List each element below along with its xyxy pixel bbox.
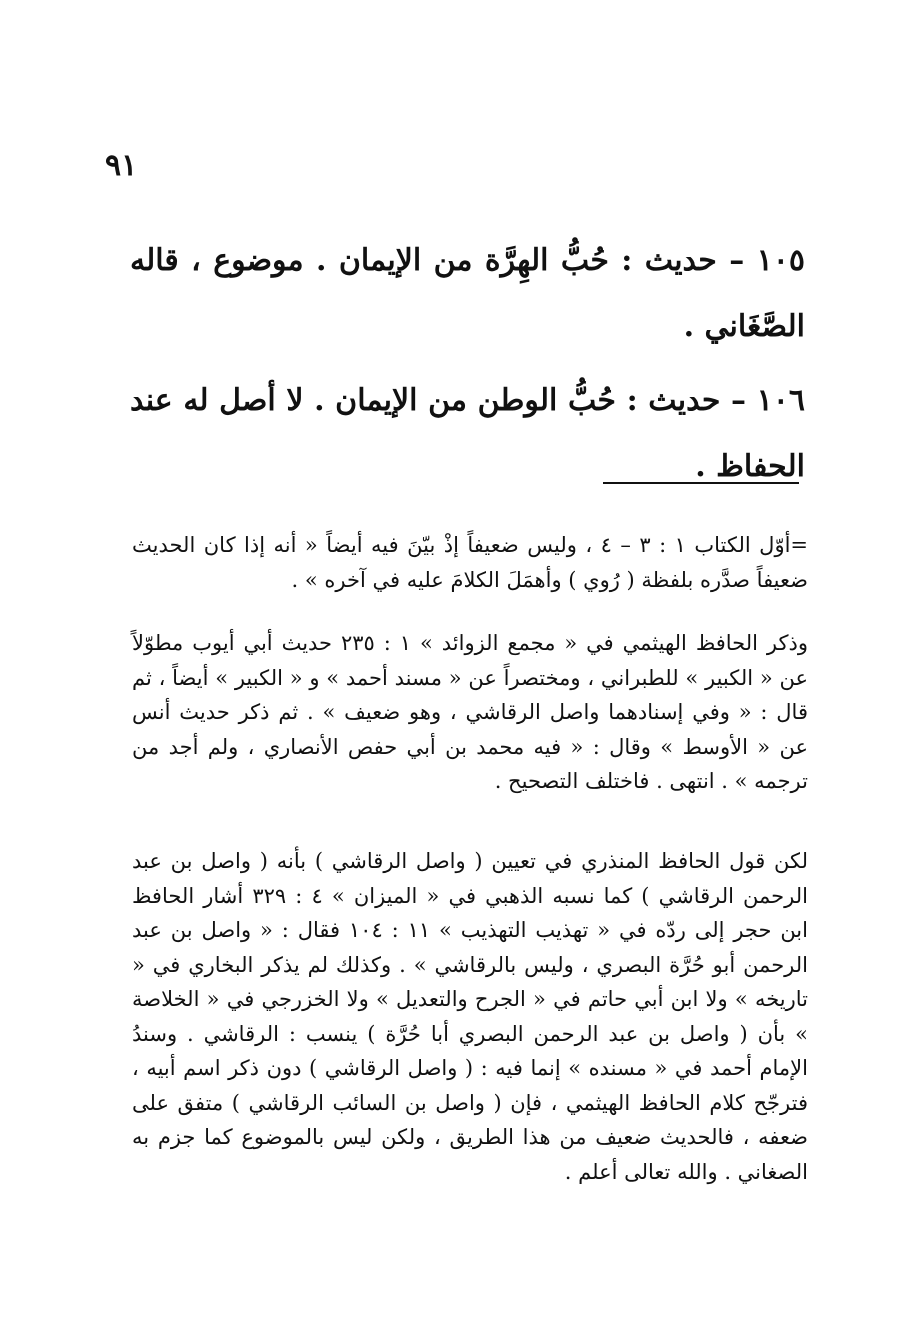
- hadith-entry-106: ١٠٦ – حديث : حُبُّ الوطن من الإيمان . لا أصل له عند الحفاظ .: [130, 383, 805, 484]
- footnote-paragraph-2: وذكر الحافظ الهيثمي في « مجمع الزوائد » ١ : ٢٣٥ حديث أبي أيوب مطوّلاً عن « الكبير » للطبراني ، ومختصراً عن « مسند أحمد » و « الكبير » أيضاً ، ثم قال : « وفي إسنادهما واصل الرقاشي ، وهو ضعيف » . ثم ذكر حديث أنس عن « الأوسط » وقال : « فيه محمد بن أبي حفص الأنصاري ، ولم أجد من ترجمه » . انتهى . فاختلف التصحيح .: [132, 631, 808, 793]
- hadith-entry-105: ١٠٥ – حديث : حُبُّ الهِرَّة من الإيمان . موضوع ، قاله الصَّغَاني .: [130, 243, 805, 344]
- footnote-paragraph-3: لكن قول الحافظ المنذري في تعيين ( واصل الرقاشي ) بأنه ( واصل بن عبد الرحمن الرقاشي ) كما نسبه الذهبي في « الميزان » ٤ : ٣٢٩ أشار الحافظ ابن حجر إلى ردّه في « تهذيب التهذيب » ١١ : ١٠٤ فقال : « واصل بن عبد الرحمن أبو حُرَّة البصري ، وليس بالرقاشي » . وكذلك لم يذكر البخاري في « تاريخه » ولا ابن أبي حاتم في « الجرح والتعديل » ولا الخزرجي في « الخلاصة » بأن ( واصل بن عبد الرحمن البصري أبا حُرَّة ) ينسب : الرقاشي . وسندُ الإمام أحمد في « مسنده » إنما فيه : ( واصل الرقاشي ) دون ذكر اسم أبيه ، فترجّح كلام الحافظ الهيثمي ، فإن ( واصل بن السائب الرقاشي ) متفق على ضعفه ، فالحديث ضعيف من هذا الطريق ، ولكن ليس بالموضوع كما جزم به الصغاني . والله تعالى أعلم .: [132, 849, 808, 1184]
- footnote-separator: [603, 482, 799, 484]
- footnote-paragraph-1: =أوّل الكتاب ١ : ٣ – ٤ ، وليس ضعيفاً إذْ بيّنَ فيه أيضاً « أنه إذا كان الحديث ضعيفاً صدَّره بلفظة ( رُوي ) وأهمَلَ الكلامَ عليه في آخره » .: [132, 533, 809, 592]
- page-number: ٩١: [105, 148, 138, 183]
